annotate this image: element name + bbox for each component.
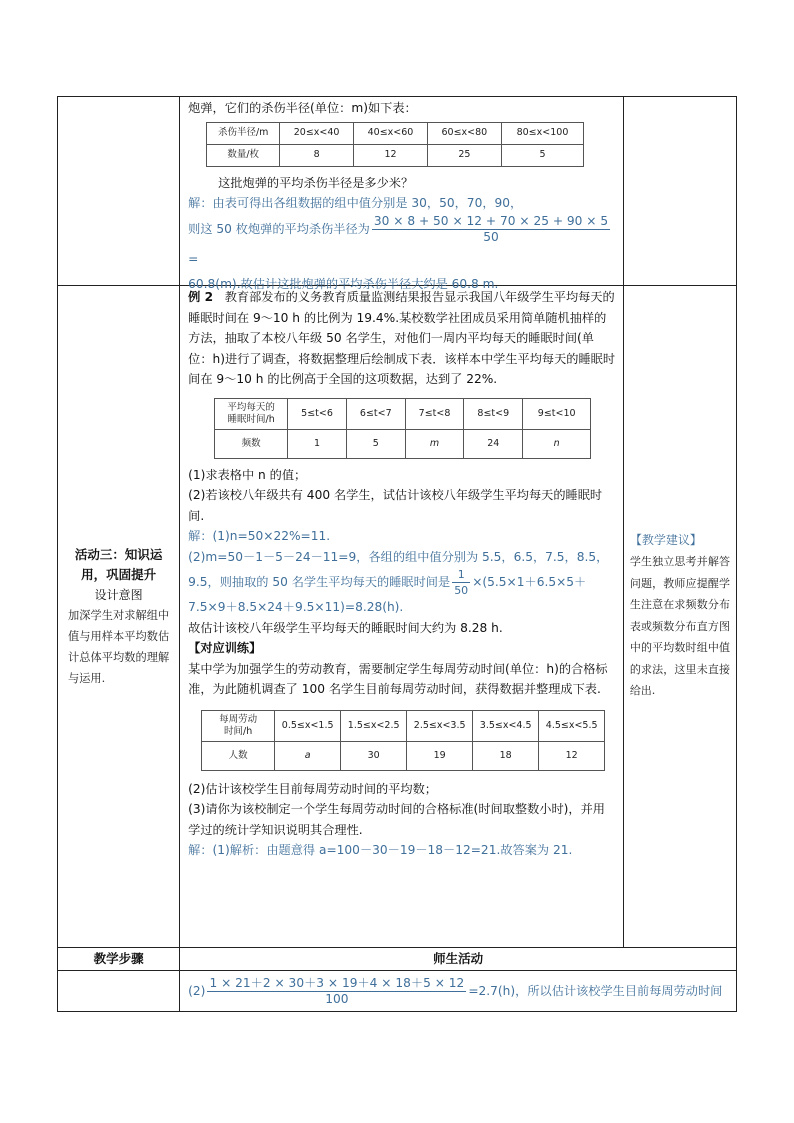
header-teaching-steps: 教学步骤 (58, 948, 180, 971)
example2-q1: (1)求表格中 n 的值； (188, 467, 307, 482)
lesson-plan-table (57, 96, 737, 1012)
sleep-table-header-label (215, 398, 288, 429)
activity-content-cell (180, 286, 624, 948)
training-s1: 解：(1)解析：由题意得 a=100－30－19－18－12=21.故答案为 21. (188, 843, 573, 857)
example2-text (188, 287, 617, 390)
labor-table-col: 1.5≤x<2.5 (341, 710, 407, 741)
activity-cell (58, 286, 180, 948)
labor-table-header-label (202, 710, 275, 741)
labor-table-col: 3.5≤x<4.5 (473, 710, 539, 741)
sleep-table-col: 8≤t<9 (464, 398, 523, 429)
sleep-table-col: 5≤t<6 (288, 398, 347, 429)
suggestion-title: 【教学建议】 (629, 533, 702, 548)
labor-header-line2: 时间/h (224, 725, 253, 737)
labor-header-line1: 每周劳动 (219, 713, 258, 725)
shell-table-cell: 5 (501, 144, 583, 166)
training-q2: (2)估计该校学生目前每周劳动时间的平均数； (188, 781, 437, 796)
labor-table-cell: 19 (407, 741, 473, 770)
header-row (58, 948, 737, 971)
design-intent-text: 加深学生对求解组中值与用样本平均数估计总体平均数的理解与运用. (68, 608, 170, 685)
labor-table-col: 0.5≤x<1.5 (275, 710, 341, 741)
example2-s2c: 7.5×9＋8.5×24＋9.5×11)=8.28(h). (188, 600, 404, 614)
example2-q2: (2)若该校八年级共有 400 名学生，试估计该校八年级学生平均每天的睡眠时间. (188, 488, 603, 523)
labor-table-cell: 30 (341, 741, 407, 770)
continuation-prefix: (2) (188, 984, 206, 998)
sleep-table-col: 6≤t<7 (346, 398, 405, 429)
sleep-header-line2: 睡眠时间/h (227, 413, 275, 425)
shell-table-col: 20≤x<40 (280, 122, 354, 144)
activity-title: 活动三：知识运用，巩固提升 (74, 546, 163, 582)
continuation-suffix: =2.7(h)，所以估计该校学生目前每周劳动时间 (468, 984, 723, 998)
sleep-table-row-label: 频数 (215, 429, 288, 458)
shell-radius-table (206, 122, 584, 167)
section1-fraction-denominator: 50 (483, 229, 499, 244)
labor-table-col: 4.5≤x<5.5 (539, 710, 605, 741)
continuation-content-cell (180, 971, 737, 1012)
shell-table-row-label: 数量/枚 (207, 144, 280, 166)
section1-solution-line3: 60.8(m).故估计这批炮弹的平均杀伤半径大约是 60.8 m. (188, 276, 499, 291)
example2-conclusion: 故估计该校八年级学生平均每天的睡眠时间大约为 8.28 h. (188, 620, 503, 635)
row1-step-cell (58, 97, 180, 286)
continuation-line (180, 971, 736, 1011)
sleep-table-cell: n (523, 429, 591, 458)
sleep-table-cell: 5 (346, 429, 405, 458)
section1-row (58, 97, 737, 286)
continuation-fraction-numerator: 1 × 21＋2 × 30＋3 × 19＋4 × 18＋5 × 12 (209, 976, 465, 990)
labor-table-row-label: 人数 (202, 741, 275, 770)
shell-table-col: 60≤x<80 (427, 122, 501, 144)
labor-table-col: 2.5≤x<3.5 (407, 710, 473, 741)
row1-suggestion-cell (623, 97, 736, 286)
sleep-table-cell: 1 (288, 429, 347, 458)
design-intent-label: 设计意图 (94, 587, 143, 602)
labor-table-cell: 12 (539, 741, 605, 770)
continuation-row (58, 971, 737, 1012)
continuation-step-cell (58, 971, 180, 1012)
sleep-time-table (214, 398, 591, 459)
example2-s2b-suffix: ×(5.5×1＋6.5×5＋ (472, 575, 587, 589)
example2-fraction (452, 568, 470, 597)
section1-solution-line2 (188, 214, 617, 274)
continuation-fraction-denominator: 100 (325, 992, 349, 1006)
sleep-header-line1: 平均每天的 (227, 401, 275, 413)
row1-content-cell (180, 97, 624, 291)
sleep-table-cell: m (405, 429, 464, 458)
shell-table-header-label: 杀伤半径/m (207, 122, 280, 144)
header-teacher-student-activity: 师生活动 (180, 948, 737, 971)
example2-s1: 解：(1)n=50×22%=11. (188, 529, 331, 543)
suggestion-body: 学生独立思考并解答问题，教师应提醒学生注意在求频数分布表或频数分布直方图中的平均数时组中值的求法，这里未直接给出. (629, 555, 730, 698)
continuation-fraction (207, 977, 466, 1006)
training-text: 某中学为加强学生的劳动教育，需要制定学生每周劳动时间(单位：h)的合格标准，为此随机调查了 100 名学生目前每周劳动时间，获得数据并整理成下表. (188, 661, 608, 696)
training-q3: (3)请你为该校制定一个学生每周劳动时间的合格标准(时间取整数小时)，并用学过的统计学知识说明其合理性. (188, 802, 605, 837)
section1-fraction-numerator: 30 × 8 + 50 × 12 + 70 × 25 + 90 × 5 (373, 213, 609, 228)
section1-sol-prefix: 则这 50 枚炮弹的平均杀伤半径为 (188, 221, 370, 236)
shell-table-col: 80≤x<100 (501, 122, 583, 144)
section1-question: 这批炮弹的平均杀伤半径是多少米？ (218, 175, 414, 190)
section1-solution-line1: 解：由表可得出各组数据的组中值分别是 30，50，70，90， (188, 196, 523, 210)
activity3-row (58, 286, 737, 948)
section1-fraction (372, 215, 610, 244)
sleep-table-col: 7≤t<8 (405, 398, 464, 429)
example2-s2a: (2)m=50－1－5－24－11=9，各组的组中值分别为 5.5，6.5，7.5，8.5， (188, 549, 609, 564)
labor-table-cell: a (275, 741, 341, 770)
example2-fraction-numerator: 1 (452, 568, 470, 583)
labor-time-table (201, 710, 605, 771)
training-label: 【对应训练】 (188, 641, 262, 655)
example2-fraction-denominator: 50 (454, 584, 469, 597)
section1-intro: 炮弹，它们的杀伤半径(单位：m)如下表： (188, 101, 417, 115)
example2-body: 教育部发布的义务教育质量监测结果报告显示我国八年级学生平均每天的睡眠时间在 9～10 h 的比例为 19.4%.某校数学社团成员采用简单随机抽样的方法，抽取了本校八年级 50 名学生，对他们一周内平均每天的睡眠时间(单位：h)进行了调查，将数据整理后绘制成下表．该样本中学生平均每天的睡眠时间在 9～10 h 的比例高于全国的这项数据，达到了 22%. (188, 290, 616, 386)
shell-table-col: 40≤x<60 (354, 122, 428, 144)
example2-s2b-prefix: 9.5，则抽取的 50 名学生平均每天的睡眠时间是 (188, 575, 451, 589)
shell-table-cell: 8 (280, 144, 354, 166)
shell-table-cell: 12 (354, 144, 428, 166)
section1-sol-suffix: = (188, 251, 199, 266)
example2-label: 例 2 (188, 290, 214, 304)
labor-table-cell: 18 (473, 741, 539, 770)
example2-s2b (188, 567, 617, 597)
sleep-table-cell: 24 (464, 429, 523, 458)
suggestion-cell (623, 286, 736, 948)
shell-table-cell: 25 (427, 144, 501, 166)
sleep-table-col: 9≤t<10 (523, 398, 591, 429)
